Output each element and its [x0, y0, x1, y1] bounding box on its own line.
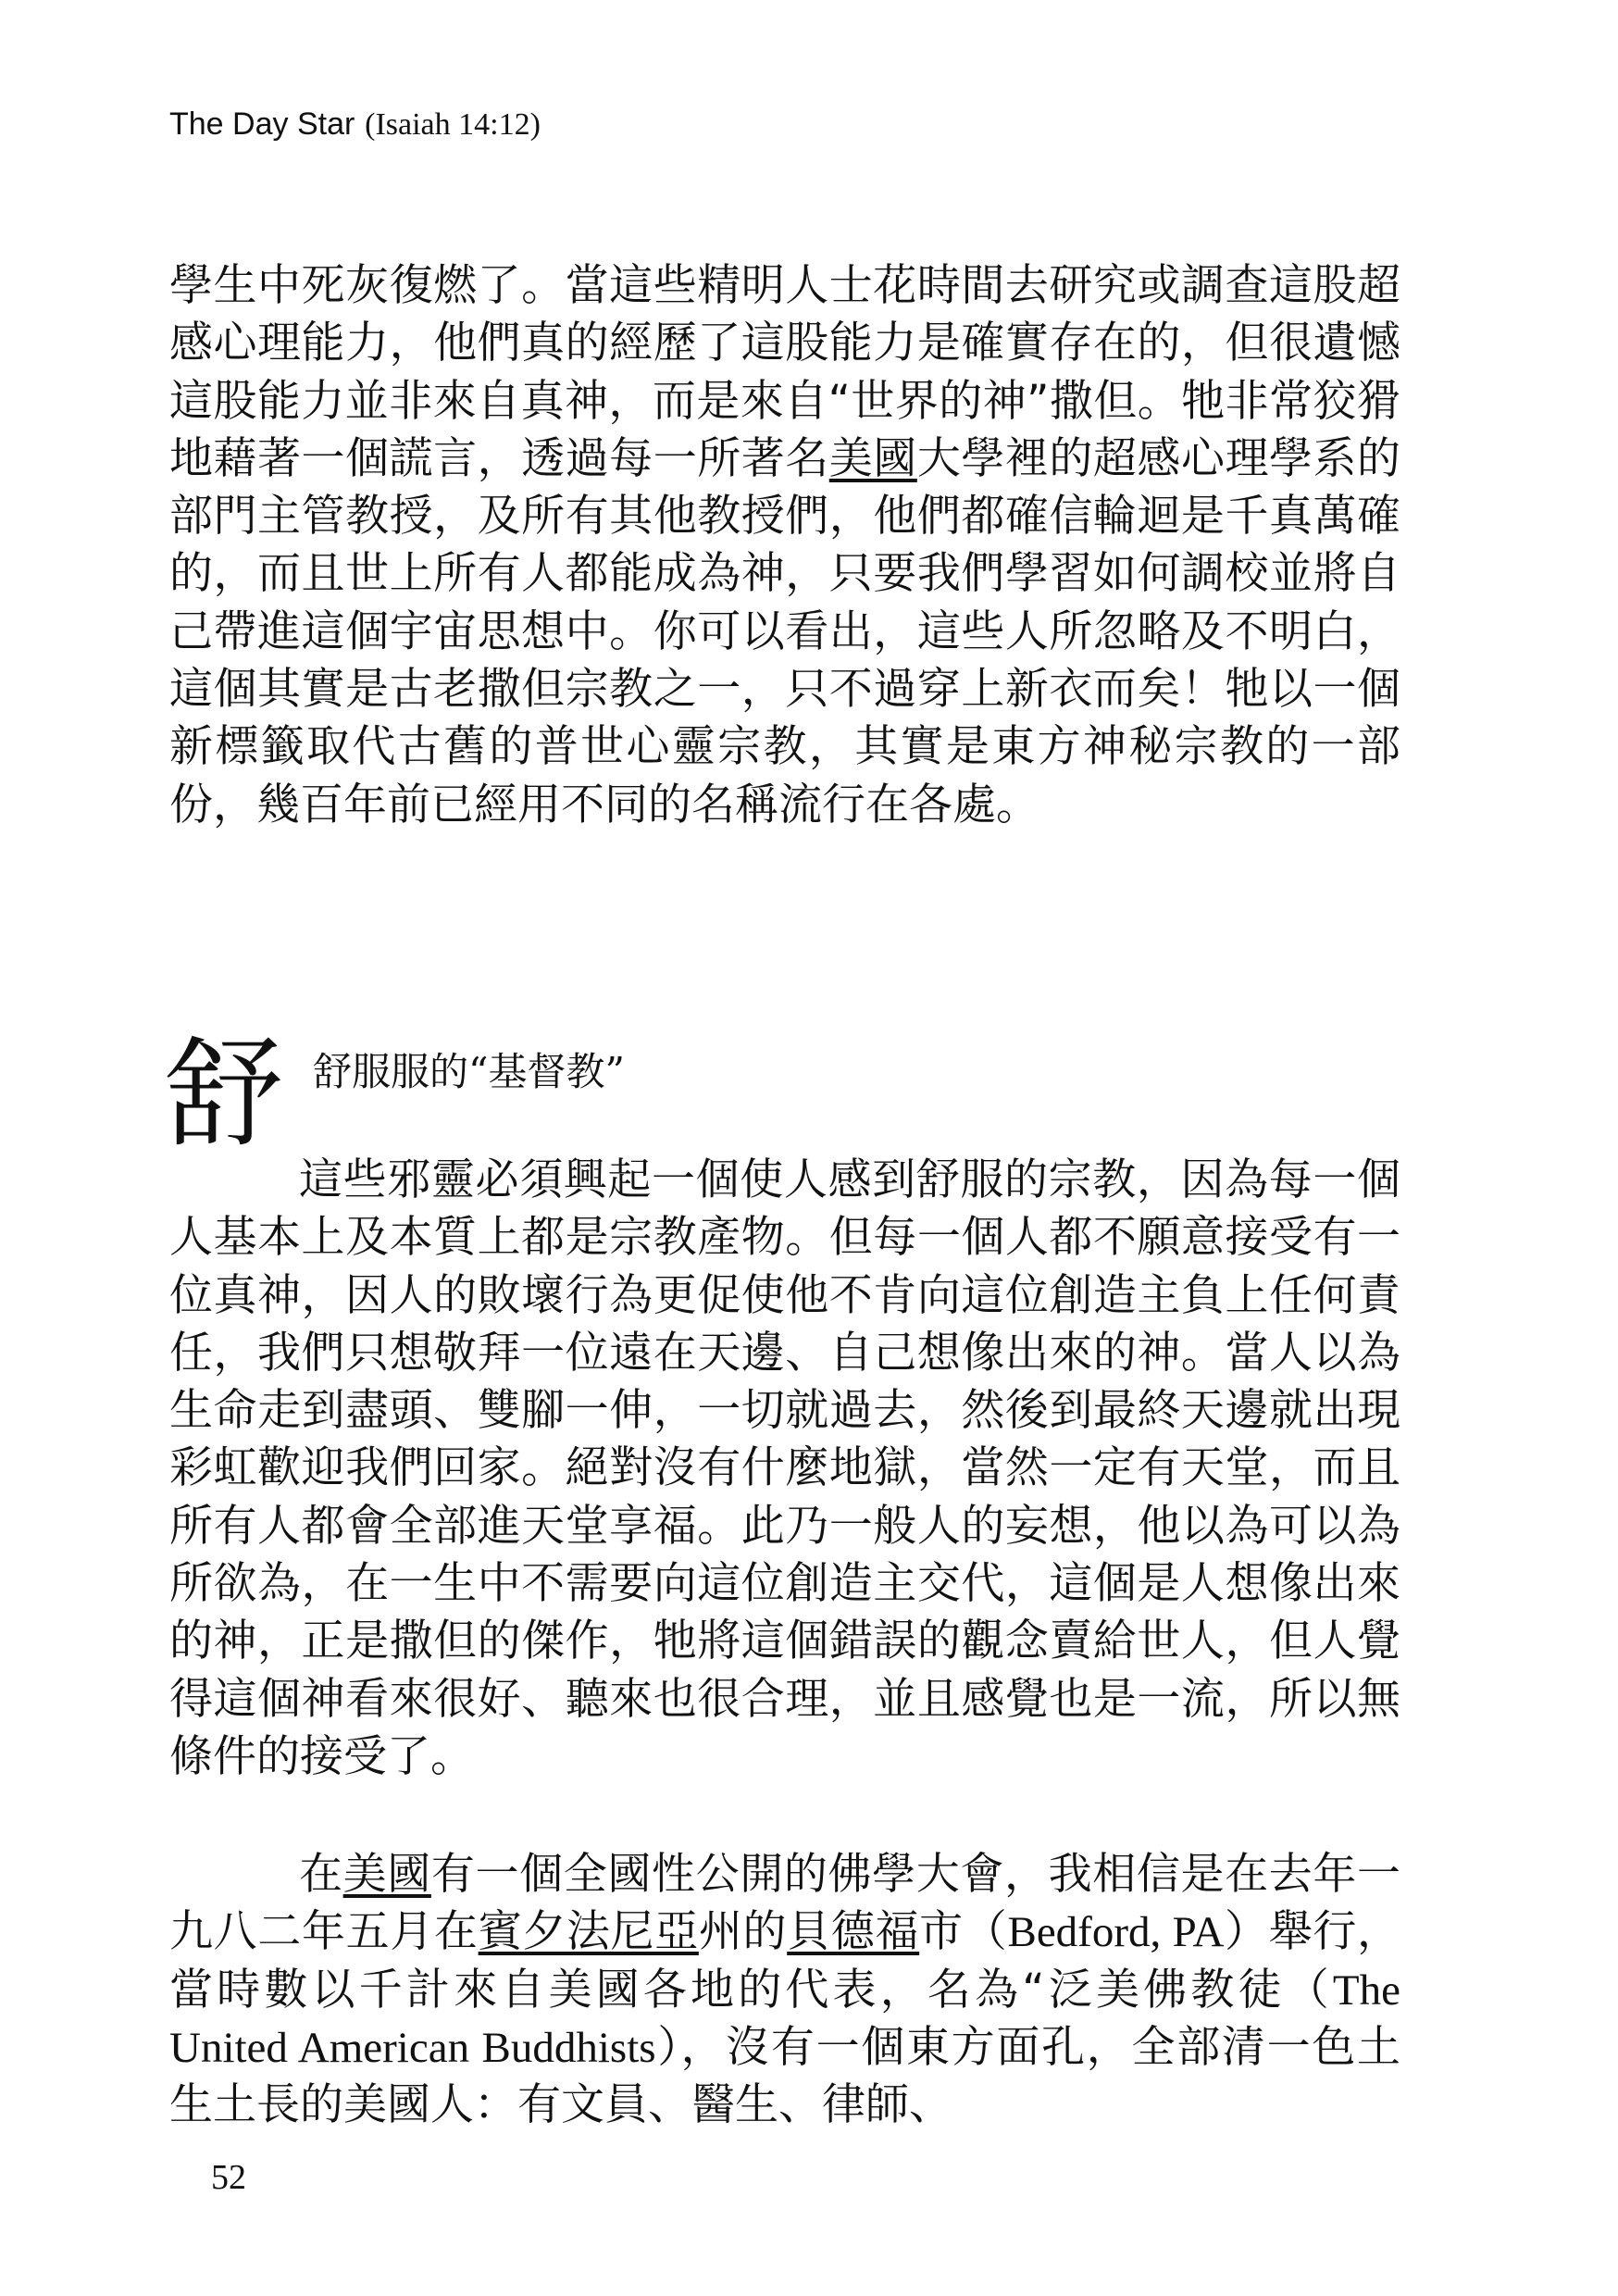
text-run: 市（ — [919, 1906, 1008, 1958]
running-header — [169, 104, 541, 145]
text-run: 州的 — [698, 1906, 788, 1958]
text-run: ），沒有一個東方面孔，全部清一色土生土長的美國人：有文員、醫生、律師、 — [169, 2021, 1401, 2131]
underlined-place-name: 美國 — [828, 432, 917, 484]
scripture-reference: (Isaiah 14:12) — [365, 107, 541, 142]
latin-text: The United American Buddhists — [169, 1965, 1400, 2072]
paragraph-2: 這些邪靈必須興起一個使人感到舒服的宗教，因為每一個人基本上及本質上都是宗教產物。但每一個人都不願意接受有一位真神，因人的敗壞行為更促使他不肯向這位創造主負上任何責任，我們只想敬拜一位遠在天邊、自己想像出來的神。當人以為生命走到盡頭、雙腳一伸，一切就過去，然後到最終天邊就出現彩虹歡迎我們回家。絕對沒有什麼地獄，當然一定有天堂，而且所有人都會全部進天堂享福。此乃一般人的妄想，他以為可以為所欲為，在一生中不需要向這位創造主交代，這個是人想像出來的神，正是撒但的傑作，牠將這個錯誤的觀念賣給世人，但人覺得這個神看來很好、聽來也很合理，並且感覺也是一流，所以無條件的接受了。 — [169, 1154, 1400, 1782]
paragraph-1 — [169, 257, 1400, 834]
text-run: 有一個全國性公開的佛學大會，我相信是在去年一九八二年五月在 — [169, 1849, 1400, 1958]
underlined-place-name: 貝德福 — [787, 1906, 920, 1958]
paragraph-3 — [169, 1846, 1400, 2134]
text-run: ）舉行，當時數以千計來自美國各地的代表，名為“泛美佛教徒（ — [169, 1906, 1401, 2015]
book-title: The Day Star — [169, 106, 355, 142]
section-title: 舒服服的“基督教” — [313, 1049, 625, 1094]
text-run: 學生中死灰復燃了。當這些精明人士花時間去研究或調查這股超感心理能力，他們真的經歷了這股能力是確實存在的，但很遺憾這股能力並非來自真神，而是來自“世界的神”撒但。牠非常狡猾地藉著一個謊言，透過每一所著名 — [169, 260, 1400, 484]
page-number: 52 — [211, 2158, 246, 2197]
latin-text: Bedford, PA — [1007, 1908, 1225, 1957]
underlined-place-name: 賓夕法尼亞 — [478, 1906, 699, 1958]
text-run: 大學裡的超感心理學系的部門主管教授，及所有其他教授們，他們都確信輪迴是千真萬確的，而且世上所有人都能成為神，只要我們學習如何調校並將自己帶進這個宇宙思想中。你可以看出，這些人所忽略及不明白，這個其實是古老撒但宗教之一，只不過穿上新衣而矣！牠以一個新標籤取代古舊的普世心靈宗教，其實是東方神秘宗教的一部份，幾百年前已經用不同的名稱流行在各處。 — [169, 432, 1401, 830]
underlined-place-name: 美國 — [342, 1849, 431, 1900]
section-heading — [165, 1026, 998, 1165]
drop-cap: 舒 — [165, 1026, 284, 1164]
text-run: 在 — [299, 1849, 343, 1900]
